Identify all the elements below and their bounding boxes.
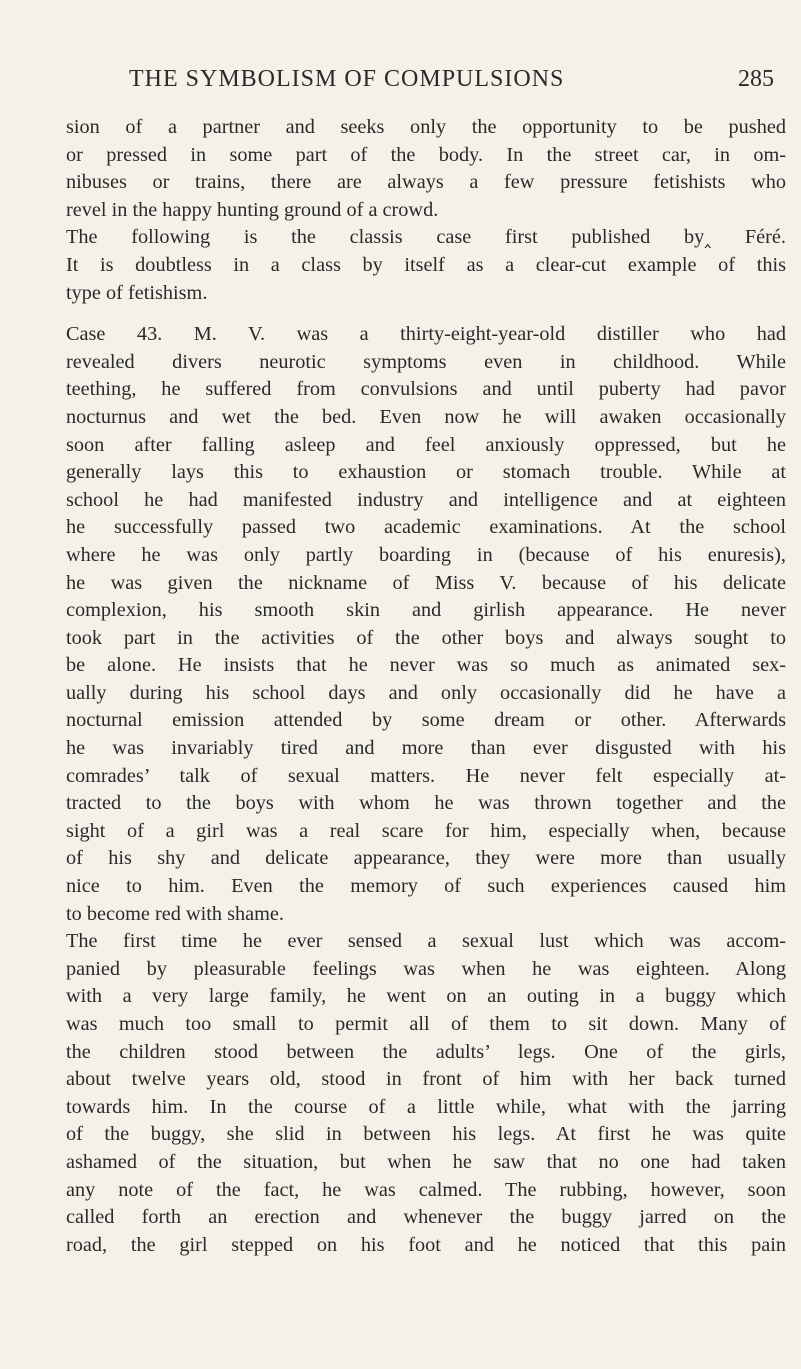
body-text [66,114,786,1259]
text-line: type of fetishism. [66,281,208,304]
text-line: about twelve years old, stood in front of him with her back turned [66,1068,786,1091]
text-line: ually during his school days and only occasionally did he have a [66,681,786,704]
text-line: of his shy and delicate appearance, they were more than usually [66,847,786,870]
text-line: generally lays this to exhaustion or stomach trouble. While at [66,461,786,484]
text-line: teething, he suffered from convulsions and until puberty had pavor [66,378,786,401]
text-line: any note of the fact, he was calmed. The rubbing, however, soon [66,1178,786,1201]
running-title: THE SYMBOLISM OF COMPULSIONS [129,66,565,92]
paragraph [66,114,786,224]
text-line: he was invariably tired and more than ever disgusted with his [66,737,786,760]
text-line: towards him. In the course of a little while, what with the jarring [66,1095,786,1118]
text-line: where he was only partly boarding in (because of his enuresis), [66,543,786,566]
paragraph [66,928,786,1259]
text-line: the children stood between the adults’ legs. One of the girls, [66,1040,786,1063]
text-line: of the buggy, she slid in between his legs. At first he was quite [66,1123,786,1146]
page-number: 285 [738,66,774,92]
text-line: sight of a girl was a real scare for him, especially when, because [66,819,786,842]
paragraph [66,224,786,307]
text-line: was much too small to permit all of them to sit down. Many of [66,1013,786,1035]
text-line: revel in the happy hunting ground of a crowd. [66,198,439,221]
text-line: took part in the activities of the other boys and always sought to [66,626,786,649]
text-line: Case 43. M. V. was a thirty-eight-year-old distiller who had [66,323,786,346]
text-line: called forth an erection and whenever the buggy jarred on the [66,1206,786,1229]
section-gap [66,307,786,321]
text-line: nibuses or trains, there are always a few pressure fetishists who [66,171,786,194]
paragraph-case-43 [66,321,786,928]
text-line: revealed divers neurotic symptoms even in childhood. While [66,350,786,373]
text-line: school he had manifested industry and intelligence and at eighteen [66,488,786,511]
text-line: nocturnal emission attended by some dream or other. Afterwards [66,709,786,732]
text-line: ashamed of the situation, but when he saw that no one had taken [66,1150,786,1173]
text-line: panied by pleasurable feelings was when he was eighteen. Along [66,957,786,980]
text-line: road, the girl stepped on his foot and he noticed that this pain [66,1233,786,1256]
text-line: sion of a partner and seeks only the opportunity to be pushed [66,116,786,138]
text-line: The following is the classis case first published by‸ Féré. [66,226,786,249]
text-line: be alone. He insists that he never was so much as animated sex- [66,654,786,677]
text-line: soon after falling asleep and feel anxiously oppressed, but he [66,433,786,456]
text-line: complexion, his smooth skin and girlish appearance. He never [66,599,786,622]
running-head [0,66,801,100]
text-line: nocturnus and wet the bed. Even now he will awaken occasionally [66,405,786,428]
text-line: nice to him. Even the memory of such experiences caused him [66,875,786,898]
text-line: It is doubtless in a class by itself as a clear-cut example of this [66,253,786,276]
text-line: or pressed in some part of the body. In the street car, in om- [66,143,786,166]
text-line: with a very large family, he went on an outing in a buggy which [66,985,786,1008]
text-line: to become red with shame. [66,902,284,925]
text-line: The first time he ever sensed a sexual lust which was accom- [66,930,786,953]
text-line: he successfully passed two academic examinations. At the school [66,516,786,539]
text-line: he was given the nickname of Miss V. because of his delicate [66,571,786,594]
text-line: comrades’ talk of sexual matters. He never felt especially at- [66,764,786,787]
text-line: tracted to the boys with whom he was thrown together and the [66,792,786,815]
